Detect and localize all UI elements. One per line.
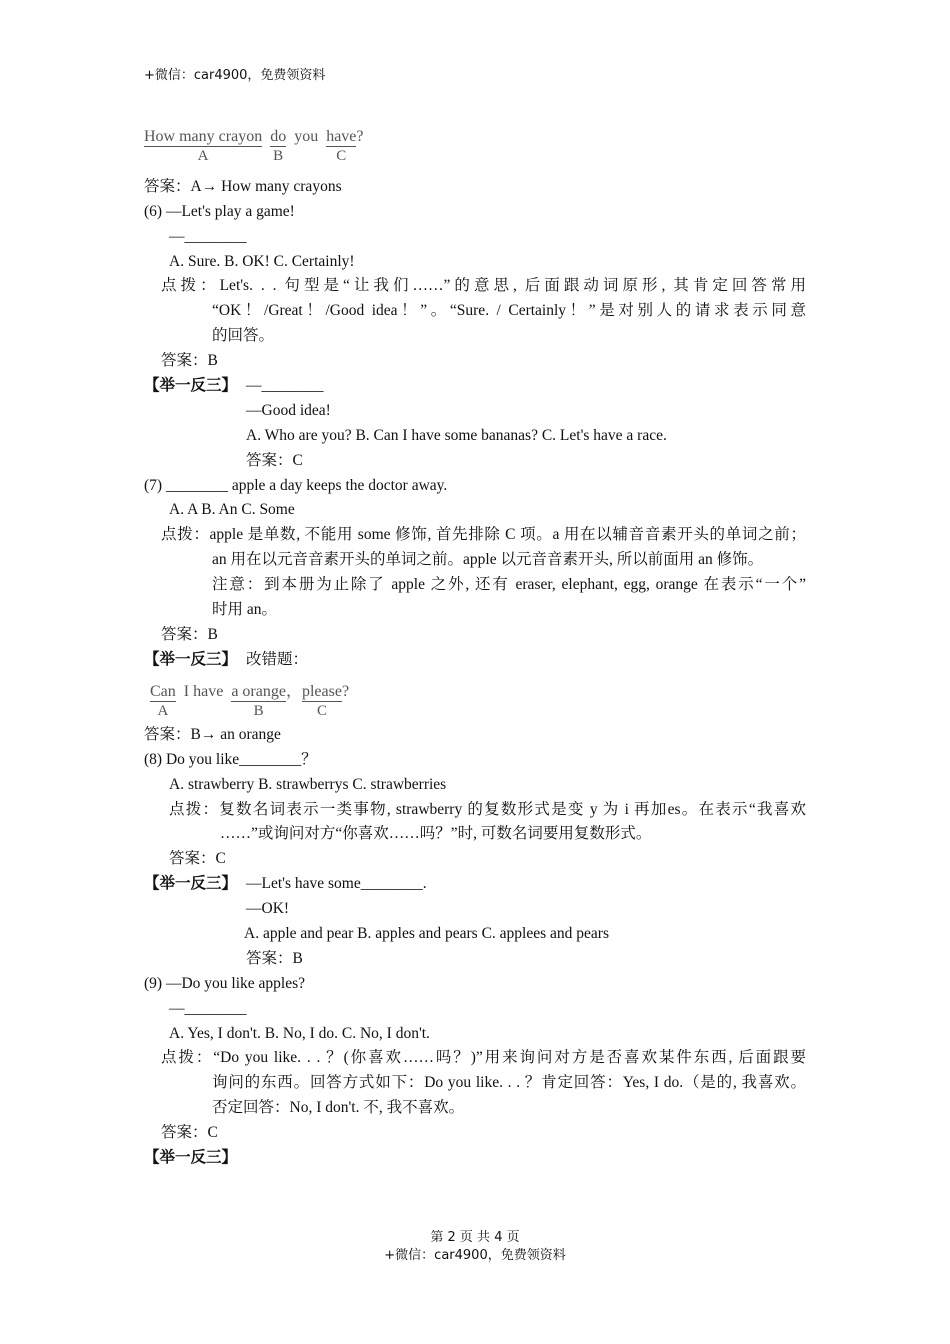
ex6-tag: 【举一反三】 (144, 377, 238, 394)
segment-c: please C (301, 683, 342, 719)
page-header: +微信：car4900，免费领资料 (144, 68, 326, 83)
q8-tip-line-2: ……”或询问对方“你喜欢……吗？”时, 可数名词要用复数形式。 (220, 825, 652, 842)
segment-punct: ? (356, 128, 364, 145)
ex8-answer: 答案：B (246, 950, 303, 967)
q6-options: A. Sure. B. OK! C. Certainly! (169, 253, 355, 270)
segment-a: How many crayon A (144, 128, 263, 164)
q8-answer: 答案：C (169, 850, 226, 867)
underlined-sentence-figure-2 (150, 678, 350, 719)
q7-tip-line-4: 时用 an。 (212, 601, 278, 618)
q9-answer: 答案：C (161, 1124, 218, 1141)
ex9-tag: 【举一反三】 (144, 1149, 238, 1166)
segment-plain: you (294, 128, 319, 145)
q9-options: A. Yes, I don't. B. No, I do. C. No, I don't. (169, 1025, 430, 1042)
q8-tip-line-1: 点拨：复数名词表示一类事物, strawberry 的复数形式是变 y 为 i 再加es。在表示“我喜欢 (169, 801, 806, 818)
ex7-tag: 【举一反三】 (144, 651, 238, 668)
q7-tip-line-1: 点拨：apple 是单数, 不能用 some 修饰, 首先排除 C 项。a 用在以辅音音素开头的单词之前； (161, 526, 806, 543)
segment-comma: ， (285, 683, 302, 700)
ex6-line-1: —________ (246, 377, 324, 394)
q9-blank: —________ (169, 1000, 247, 1017)
segment-c: have C (326, 128, 357, 164)
ex8-line-1: —Let's have some________. (246, 875, 427, 892)
q9-stem: (9) —Do you like apples? (144, 975, 305, 992)
q7-options: A. A B. An C. Some (169, 501, 295, 518)
q5-answer: 答案：A→ How many crayons (144, 178, 342, 195)
ex8-tag: 【举一反三】 (144, 875, 238, 892)
q9-tip-line-2: 询问的东西。回答方式如下：Do you like. . . ？肯定回答：Yes, I do.（是的, 我喜欢。 (212, 1074, 806, 1091)
ex6-line-2: —Good idea! (246, 402, 331, 419)
q7-stem: (7) ________ apple a day keeps the doctor away. (144, 477, 448, 494)
underlined-sentence-figure-1 (144, 128, 364, 164)
q6-answer: 答案：B (161, 352, 218, 369)
q9-tip-line-1: 点拨：“Do you like. . . ？(你喜欢……吗？)”用来询问对方是否喜欢某件东西, 后面跟要 (161, 1049, 806, 1066)
q7-answer: 答案：B (161, 626, 218, 643)
ex7-answer: 答案：B→ an orange (144, 726, 281, 743)
q6-tip-line-1: 点拨：Let's. . . 句型是“让我们……”的意思, 后面跟动词原形, 其肯定回答常用 (161, 277, 806, 294)
q6-tip-line-2: “OK！/Great！/Good idea！”。“Sure. / Certainly！”是对别人的请求表示同意 (212, 302, 806, 319)
segment-plain: I have (183, 683, 224, 700)
segment-b: a orange B (231, 683, 286, 719)
ex6-answer: 答案：C (246, 452, 303, 469)
q8-options: A. strawberry B. strawberrys C. strawberries (169, 776, 447, 793)
q6-blank: —________ (169, 228, 247, 245)
q6-stem: (6) —Let's play a game! (144, 203, 295, 220)
q9-tip-line-3: 否定回答：No, I don't. 不, 我不喜欢。 (212, 1099, 465, 1116)
q8-stem: (8) Do you like________？ (144, 751, 317, 768)
segment-a: Can A (150, 683, 176, 719)
page-footer: +微信：car4900，免费领资料 (384, 1248, 566, 1263)
ex6-options: A. Who are you? B. Can I have some bananas? C. Let's have a race. (246, 427, 667, 444)
q6-tip-line-3: 的回答。 (212, 327, 275, 344)
page-number: 第 2 页 共 4 页 (430, 1230, 520, 1245)
ex8-options: A. apple and pear B. apples and pears C. applees and pears (244, 925, 609, 942)
q7-tip-line-3: 注意：到本册为止除了 apple 之外, 还有 eraser, elephant, egg, orange 在表示“一个” (212, 576, 806, 593)
segment-b: do B (270, 128, 287, 164)
segment-punct: ? (341, 683, 350, 700)
q7-tip-line-2: an 用在以元音音素开头的单词之前。apple 以元音音素开头, 所以前面用 an 修饰。 (212, 551, 764, 568)
ex7-title: 改错题： (246, 651, 309, 668)
ex8-line-2: —OK! (246, 900, 290, 917)
